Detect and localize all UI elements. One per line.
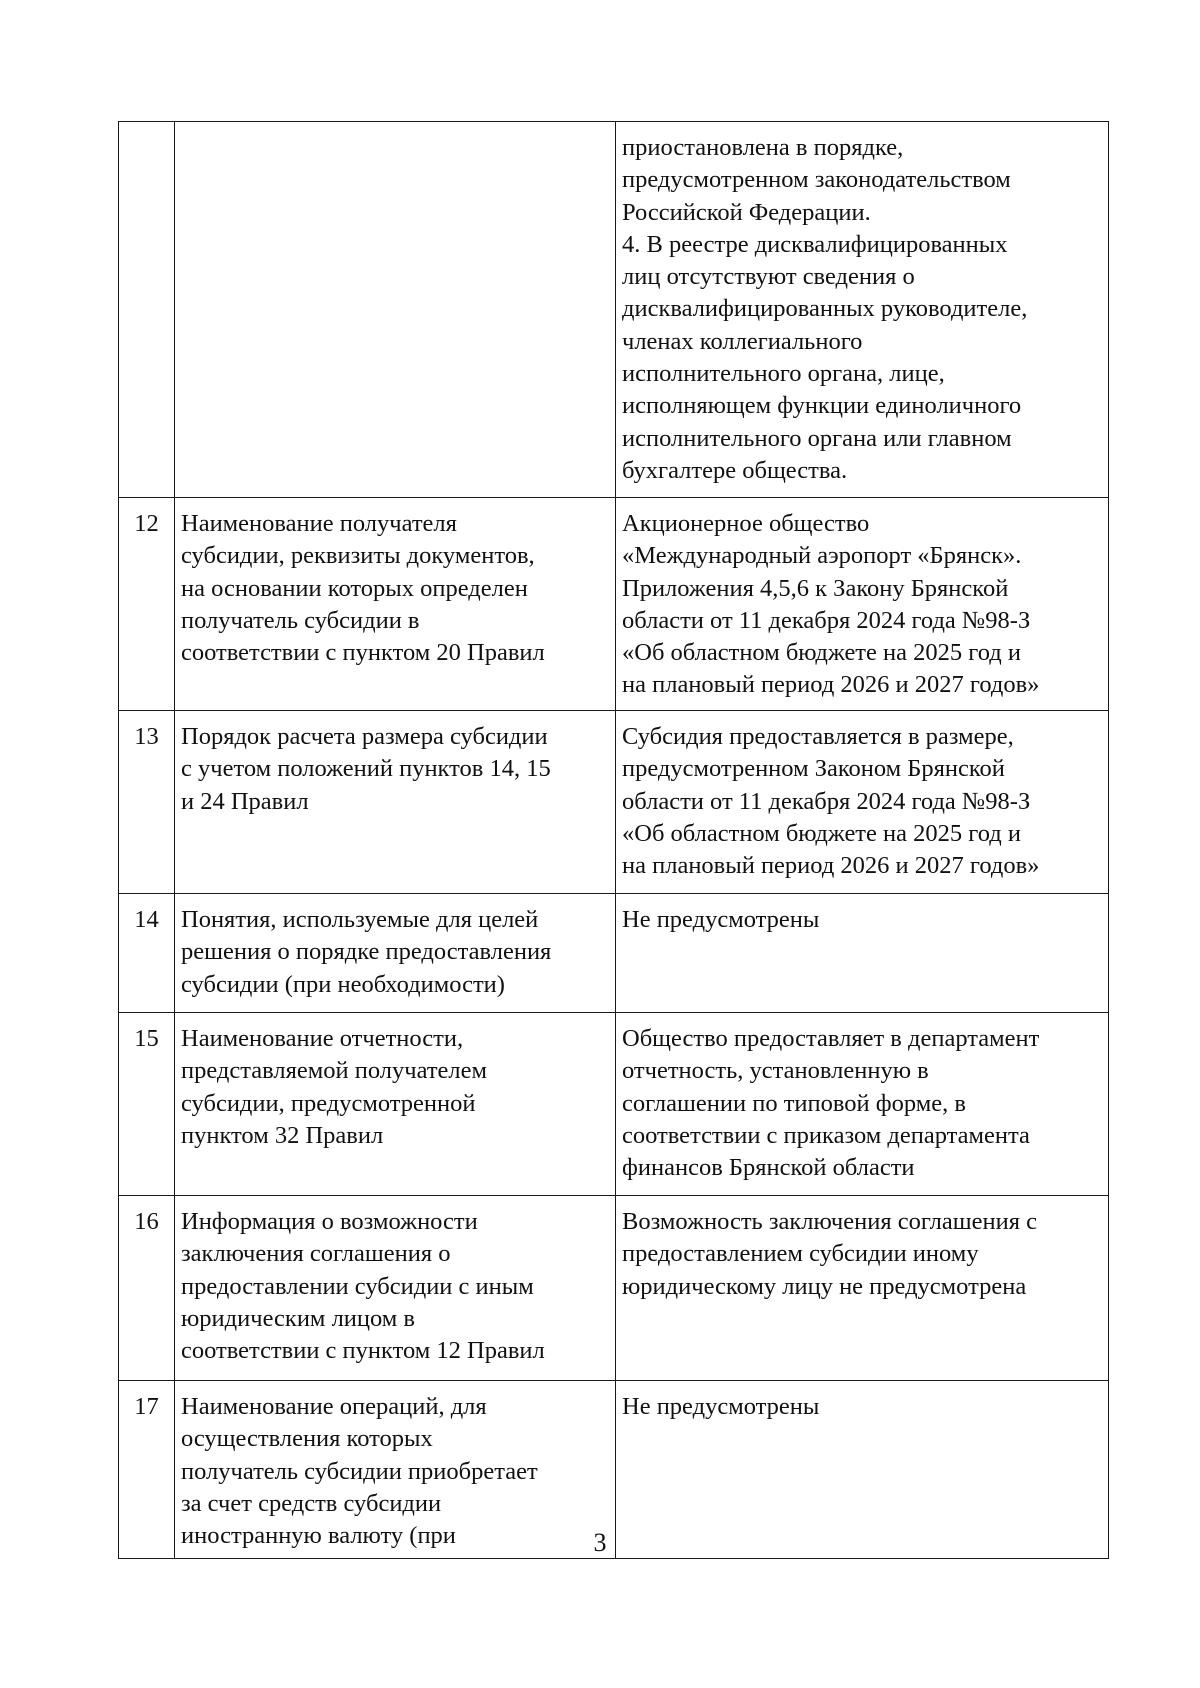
table-row [119, 498, 1109, 711]
row-number: 17 [119, 1381, 175, 1559]
row-value: Не предусмотрены [616, 894, 1109, 1013]
table-row [119, 1013, 1109, 1196]
table-row [119, 894, 1109, 1013]
row-value: Акционерное общество «Международный аэропорт «Брянск». Приложения 4,5,6 к Закону Брянской области от 11 декабря 2024 года №98-З «Об областном бюджете на 2025 год и на плановый период 2026 и 2027 годов» [616, 498, 1109, 711]
row-name: Наименование операций, для осуществления которых получатель субсидии приобретает за счет средств субсидии иностранную валюту (при [175, 1381, 616, 1559]
row-value: приостановлена в порядке, предусмотренном законодательством Российской Федерации. 4. В реестре дисквалифицированных лиц отсутствуют сведения о дисквалифицированных руководителе, членах коллегиального исполнительного органа, лице, исполняющем функции единоличного исполнительного органа или главном бухгалтере общества. [616, 122, 1109, 498]
row-name: Информация о возможности заключения соглашения о предоставлении субсидии с иным юридическим лицом в соответствии с пунктом 12 Правил [175, 1196, 616, 1381]
document-table [118, 121, 1109, 1559]
row-value: Возможность заключения соглашения с предоставлением субсидии иному юридическому лицу не предусмотрена [616, 1196, 1109, 1381]
row-name: Порядок расчета размера субсидии с учетом положений пунктов 14, 15 и 24 Правил [175, 711, 616, 894]
row-number: 14 [119, 894, 175, 1013]
row-number: 13 [119, 711, 175, 894]
row-value: Общество предоставляет в департамент отчетность, установленную в соглашении по типовой форме, в соответствии с приказом департамента финансов Брянской области [616, 1013, 1109, 1196]
row-name: Наименование получателя субсидии, реквизиты документов, на основании которых определен получатель субсидии в соответствии с пунктом 20 Правил [175, 498, 616, 711]
row-number: 15 [119, 1013, 175, 1196]
table-row [119, 711, 1109, 894]
row-number: 12 [119, 498, 175, 711]
row-name [175, 122, 616, 498]
row-number: 16 [119, 1196, 175, 1381]
row-number [119, 122, 175, 498]
row-value: Субсидия предоставляется в размере, предусмотренном Законом Брянской области от 11 декабря 2024 года №98-З «Об областном бюджете на 2025 год и на плановый период 2026 и 2027 годов» [616, 711, 1109, 894]
row-value: Не предусмотрены [616, 1381, 1109, 1559]
row-name: Понятия, используемые для целей решения о порядке предоставления субсидии (при необходимости) [175, 894, 616, 1013]
page-number: 3 [593, 1528, 607, 1557]
row-name: Наименование отчетности, представляемой получателем субсидии, предусмотренной пунктом 32 Правил [175, 1013, 616, 1196]
table-row [119, 1196, 1109, 1381]
table-row [119, 122, 1109, 498]
